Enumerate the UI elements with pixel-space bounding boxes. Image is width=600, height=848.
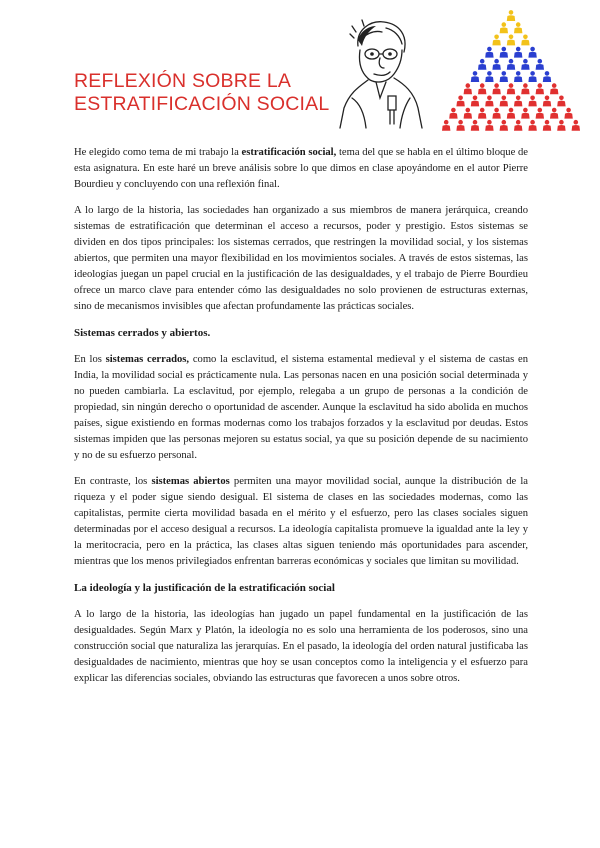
person-figure (456, 120, 464, 131)
person-figure (485, 96, 493, 107)
person-figure (507, 83, 515, 94)
person-figure (449, 108, 457, 119)
person-figure (543, 96, 551, 107)
person-figure (521, 108, 529, 119)
person-figure (492, 108, 500, 119)
person-figure (500, 22, 508, 33)
title-line-2: ESTRATIFICACIÓN SOCIAL (74, 93, 330, 115)
person-figure (536, 59, 544, 70)
closed-systems-paragraph: En los sistemas cerrados, como la esclavitud, el sistema estamental medieval y el sistema de castas en India, la movilidad social es prácticamente nula. Las personas nacen en una posición social determinada y no pueden cambiarla. La esclavitud, por ejemplo, relegaba a un grupo de personas a la condición de propiedad, sin ningún derecho o oportunidad de ascender. Aunque la esclavitud ha sido abolida en muchos países, sigue existiendo en formas modernas como los trabajos forzados y la esclavitud por deudas. Estos sistemas impiden que las personas mejoren su estatus social, ya que su posición depende de su nacimiento y no de su esfuerzo personal. (74, 354, 528, 461)
person-figure (471, 96, 479, 107)
bourdieu-caricature-icon (330, 12, 430, 130)
person-figure (456, 96, 464, 107)
person-figure (492, 59, 500, 70)
person-figure (550, 83, 558, 94)
person-figure (521, 35, 529, 46)
person-figure (442, 120, 450, 131)
person-figure (485, 71, 493, 82)
person-figure (557, 120, 565, 131)
person-figure (514, 71, 522, 82)
person-figure (514, 22, 522, 33)
person-figure (536, 83, 544, 94)
person-figure (514, 96, 522, 107)
person-figure (543, 120, 551, 131)
person-figure (478, 59, 486, 70)
section-heading-ideology: La ideología y la justificación de la estratificación social (74, 582, 335, 594)
person-figure (485, 47, 493, 58)
person-figure (528, 47, 536, 58)
person-figure (500, 71, 508, 82)
ideology-paragraph: A lo largo de la historia, las ideologías han jugado un papel fundamental en la justificación de las desigualdades. Según Marx y Platón, la ideología no es solo una herramienta de los poderosos, sino una construcción social que naturaliza las jerarquías. En el pasado, la ideología del orden natural justificaba las desigualdades de nacimiento, mientras que hoy se usan conceptos como la inteligencia y el esfuerzo para explicar las diferencias sociales, obviando las estructuras que favorecen a unos sobre otros. (74, 609, 528, 684)
context-paragraph: A lo largo de la historia, las sociedades han organizado a sus miembros de manera jerárquica, creando sistemas de estratificación que determinan el acceso a recursos, poder y prestigio. Estos sistemas se dividen en dos tipos principales: los sistemas cerrados, que restringen la movilidad social, y los sistemas abiertos, que permiten una mayor flexibilidad en los movimientos sociales. A través de estos sistemas, las ideologías juegan un papel crucial en la justificación de las desigualdades, y el trabajo de Pierre Bourdieu ofrece un marco clave para entender cómo las desigualdades no solo provienen de estructuras externas, sino de mecanismos invisibles que afectan profundamente las prácticas sociales. (74, 205, 528, 312)
person-figure (550, 108, 558, 119)
person-figure (528, 96, 536, 107)
person-figure (478, 83, 486, 94)
person-figure (521, 59, 529, 70)
person-figure (464, 108, 472, 119)
person-figure (500, 47, 508, 58)
person-figure (492, 35, 500, 46)
person-figure (492, 83, 500, 94)
intro-paragraph: He elegido como tema de mi trabajo la estratificación social, tema del que se habla en el último bloque de esta asignatura. En este haré un breve análisis sobre lo que dimos en clase apoyándome en el autor Pierre Bourdieu y concluyendo con una reflexión final. (74, 147, 528, 190)
person-figure (521, 83, 529, 94)
person-figure (564, 108, 572, 119)
person-figure (507, 10, 515, 21)
person-figure (557, 96, 565, 107)
person-figure (514, 120, 522, 131)
title-line-1: REFLEXIÓN SOBRE LA (74, 70, 292, 92)
person-figure (528, 71, 536, 82)
person-figure (507, 35, 515, 46)
open-systems-paragraph: En contraste, los sistemas abiertos permiten una mayor movilidad social, aunque la distribución de la riqueza y el poder sigue siendo desigual. El sistema de clases en las sociedades modernas, como las capitalistas, permite cierta movilidad basada en el mérito y el esfuerzo, pero las clases sociales siguen determinadas por el acceso desigual a recursos. La ideología capitalista promueve la igualdad ante la ley y la meritocracia, pero en la práctica, las clases altas siguen teniendo más oportunidades para ascender, mientras que los menos privilegiados enfrentan barreras económicas y sociales que limitan su movilidad. (74, 476, 528, 567)
person-figure (507, 59, 515, 70)
person-figure (485, 120, 493, 131)
person-figure (478, 108, 486, 119)
bold-term: sistemas abiertos (151, 476, 230, 487)
person-figure (528, 120, 536, 131)
bold-term: sistemas cerrados, (105, 354, 190, 365)
person-figure (507, 108, 515, 119)
person-figure (536, 108, 544, 119)
people-pyramid-icon (436, 8, 586, 132)
page-title (74, 70, 329, 116)
person-figure (471, 71, 479, 82)
bold-term: estratificación social, (241, 147, 337, 158)
person-figure (500, 120, 508, 131)
document-body (74, 145, 528, 697)
person-figure (572, 120, 580, 131)
person-figure (514, 47, 522, 58)
person-figure (500, 96, 508, 107)
person-figure (464, 83, 472, 94)
person-figure (543, 71, 551, 82)
section-heading-systems: Sistemas cerrados y abiertos. (74, 327, 211, 339)
person-figure (471, 120, 479, 131)
